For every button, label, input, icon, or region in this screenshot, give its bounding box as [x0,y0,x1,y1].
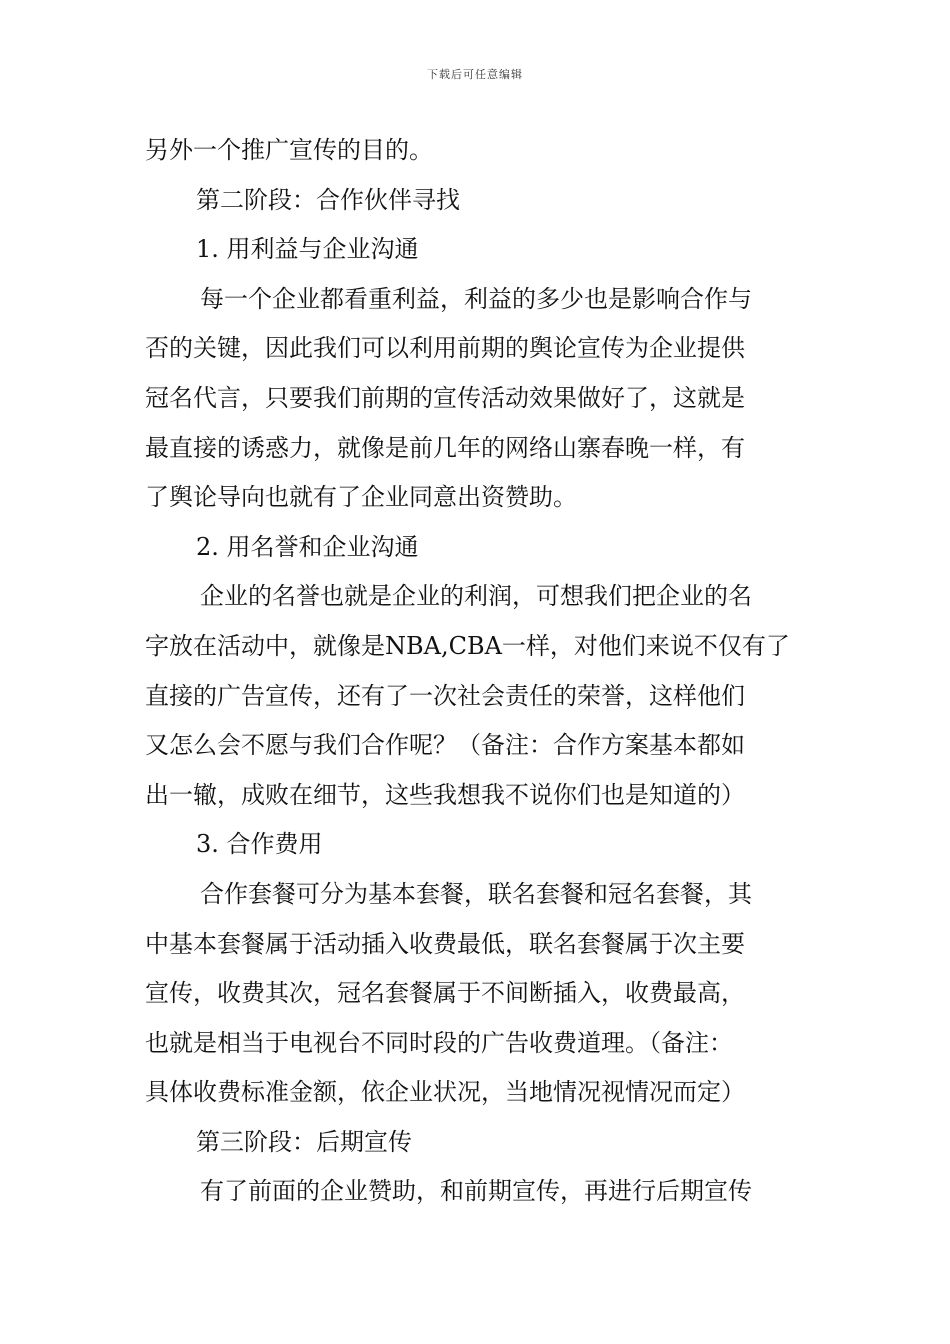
text-line: 出一辙，成败在细节，这些我想我不说你们也是知道的） [145,780,745,809]
section-heading: 第三阶段：后期宣传 [196,1127,412,1156]
text-line: 合作套餐可分为基本套餐，联名套餐和冠名套餐，其 [200,879,752,908]
section-heading: 第二阶段：合作伙伴寻找 [196,185,460,214]
text-line: 具体收费标准金额，依企业状况，当地情况视情况而定） [145,1078,745,1107]
text-line: 了舆论导向也就有了企业同意出资赞助。 [145,483,577,512]
text-line: 有了前面的企业赞助，和前期宣传，再进行后期宣传 [200,1177,752,1206]
text-line: 另外一个推广宣传的目的。 [145,136,433,164]
text-line: 冠名代言，只要我们前期的宣传活动效果做好了，这就是 [145,383,745,412]
document-body [145,126,807,1217]
subsection-heading: 1. 用利益与企业沟通 [196,235,419,264]
text-line: 又怎么会不愿与我们合作呢？（备注：合作方案基本都如 [145,731,745,760]
text-line: 字放在活动中，就像是NBA,CBA一样，对他们来说不仅有了 [145,631,790,660]
page-header: 下载后可任意编辑 [427,68,523,81]
text-line: 企业的名誉也就是企业的利润，可想我们把企业的名 [200,582,752,611]
text-line: 中基本套餐属于活动插入收费最低，联名套餐属于次主要 [145,929,745,958]
text-line: 也就是相当于电视台不同时段的广告收费道理。（备注： [145,1028,733,1057]
text-line: 否的关键，因此我们可以利用前期的舆论宣传为企业提供 [145,334,745,363]
text-line: 直接的广告宣传，还有了一次社会责任的荣誉，这样他们 [145,681,745,710]
subsection-heading: 3. 合作费用 [196,830,323,859]
text-line: 最直接的诱惑力，就像是前几年的网络山寨春晚一样，有 [145,433,745,462]
text-line: 宣传，收费其次，冠名套餐属于不间断插入，收费最高， [145,979,745,1008]
text-line: 每一个企业都看重利益，利益的多少也是影响合作与 [200,284,752,313]
subsection-heading: 2. 用名誉和企业沟通 [196,532,419,561]
